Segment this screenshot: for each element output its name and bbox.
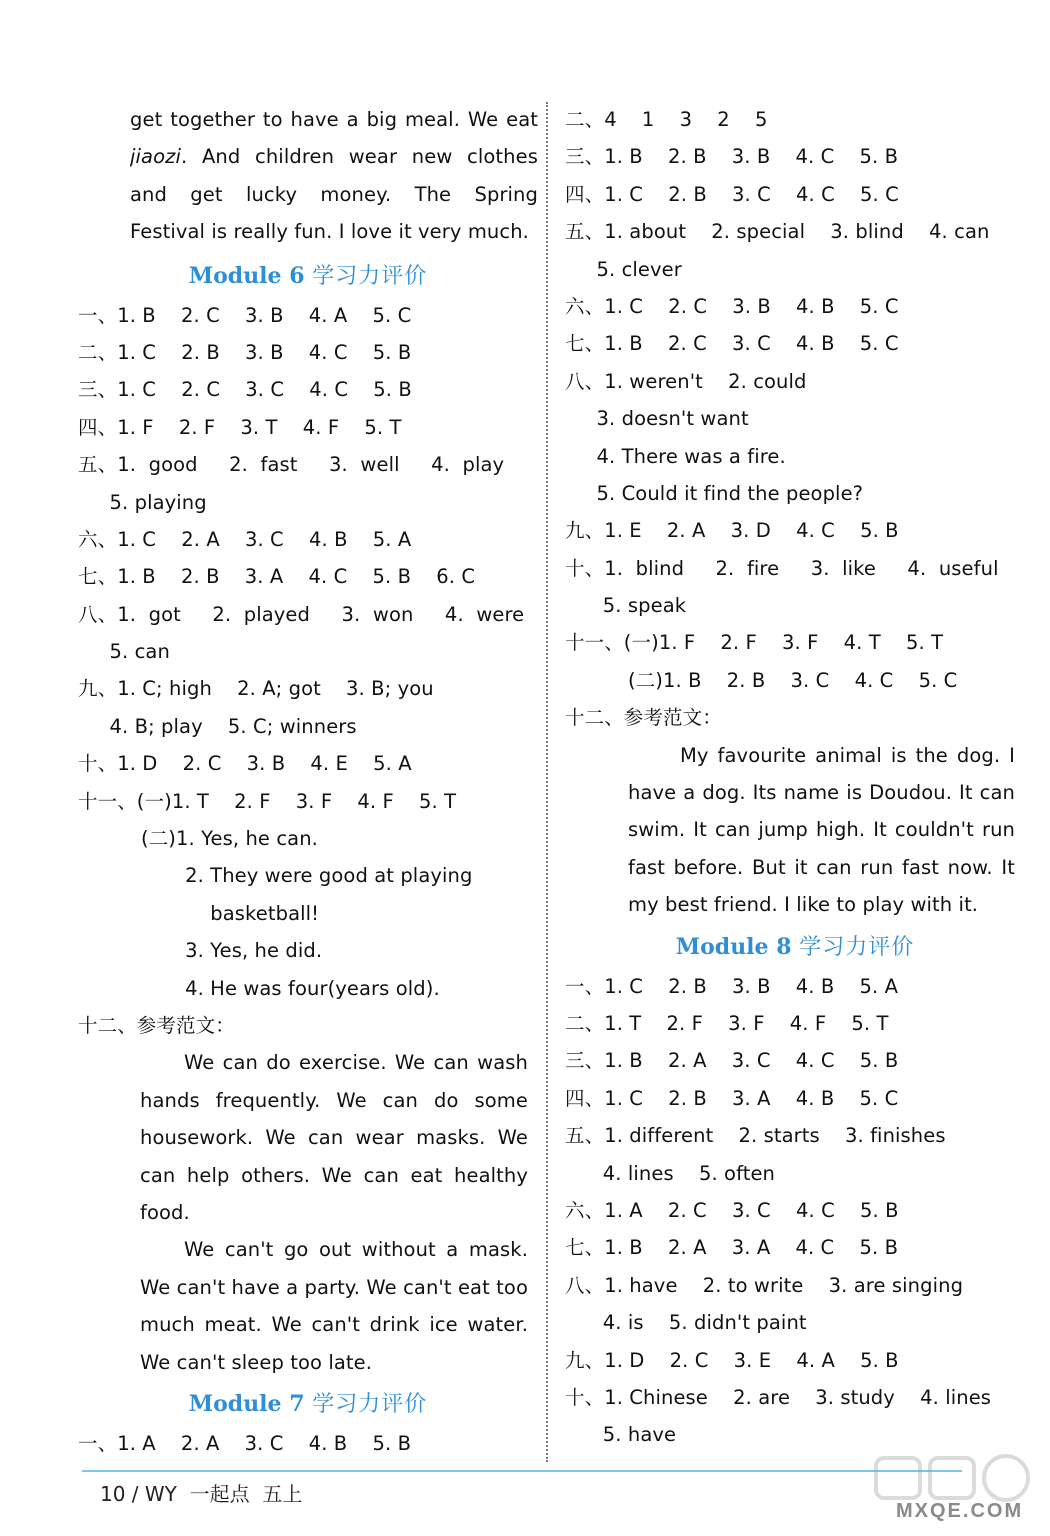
essay-line: get together to have a big meal. We eat bbox=[130, 108, 538, 131]
answer-line: 4. B; play 5. C; winners bbox=[78, 714, 357, 738]
module-7-answers bbox=[565, 101, 1025, 737]
right-column bbox=[565, 101, 1025, 1454]
answer-line: 二、4 1 3 2 5 bbox=[565, 108, 768, 131]
answer-line: 三、1. C 2. C 3. C 4. C 5. B bbox=[78, 378, 412, 402]
answer-line: 八、1. weren't 2. could bbox=[565, 369, 807, 393]
essay-line: We can't sleep too late. bbox=[140, 1350, 373, 1374]
module-7-heading bbox=[78, 1383, 538, 1425]
module-8-heading-en: Module 8 bbox=[675, 933, 792, 960]
answer-line: 五、1. good 2. fast 3. well 4. play bbox=[78, 453, 505, 477]
answer-line: 七、1. B 2. C 3. C 4. B 5. C bbox=[565, 332, 899, 356]
pinyin-word: jiaozi bbox=[130, 145, 181, 169]
answer-line: 三、1. B 2. B 3. B 4. C 5. B bbox=[565, 145, 899, 169]
answer-line: 八、1. got 2. played 3. won 4. were bbox=[78, 602, 525, 626]
answer-line: 九、1. E 2. A 3. D 4. C 5. B bbox=[565, 519, 899, 543]
answer-line: 十、1. D 2. C 3. B 4. E 5. A bbox=[78, 752, 412, 776]
module-6-heading bbox=[78, 255, 538, 297]
answer-line: 二、1. C 2. B 3. B 4. C 5. B bbox=[78, 340, 412, 364]
essay-line: food. bbox=[140, 1200, 190, 1224]
essay-label: 十二、参考范文： bbox=[78, 1013, 235, 1037]
answer-line: 十、1. blind 2. fire 3. like 4. useful bbox=[565, 556, 999, 580]
essay-line: and get lucky money. The Spring bbox=[130, 182, 538, 206]
answer-line: 三、1. B 2. A 3. C 4. C 5. B bbox=[565, 1049, 899, 1073]
answer-line: 2. They were good at playing bbox=[78, 864, 473, 888]
essay-line: We can't go out without a mask. bbox=[184, 1238, 528, 1262]
essay-label: 十二、参考范文： bbox=[565, 706, 722, 730]
essay-line: We can do exercise. We can wash bbox=[184, 1051, 528, 1075]
answer-line: 5. speak bbox=[565, 594, 687, 618]
answer-line: 5. clever bbox=[565, 257, 682, 281]
answer-line: (二)1. B 2. B 3. C 4. C 5. C bbox=[565, 668, 958, 692]
answer-line: 一、1. A 2. A 3. C 4. B 5. B bbox=[78, 1431, 412, 1455]
answer-line: 五、1. about 2. special 3. blind 4. can bbox=[565, 220, 990, 244]
answer-line: 3. Yes, he did. bbox=[78, 939, 323, 963]
answer-line: 5. can bbox=[78, 640, 170, 664]
answer-line: 十、1. Chinese 2. are 3. study 4. lines bbox=[565, 1385, 992, 1409]
answer-line: 5. playing bbox=[78, 490, 207, 514]
answer-line: 四、1. C 2. B 3. C 4. C 5. C bbox=[565, 182, 899, 206]
module-6-answers bbox=[78, 297, 538, 1045]
answer-line: 十一、(一)1. F 2. F 3. F 4. T 5. T bbox=[565, 631, 944, 655]
module-8-heading bbox=[565, 926, 1025, 968]
essay-continuation bbox=[78, 101, 538, 251]
module-7-heading-cn: 学习力评价 bbox=[312, 1391, 428, 1417]
answer-line: 五、1. different 2. starts 3. finishes bbox=[565, 1124, 946, 1148]
page-footer: 10 / WY 一起点 五上 bbox=[100, 1482, 303, 1506]
answer-line: 六、1. C 2. C 3. B 4. B 5. C bbox=[565, 294, 899, 318]
essay-line bbox=[130, 138, 538, 175]
answer-line: 3. doesn't want bbox=[565, 407, 749, 431]
answer-line: 5. Could it find the people? bbox=[565, 481, 864, 505]
essay-line: My favourite animal is the dog. I bbox=[680, 743, 1015, 767]
essay-line: swim. It can jump high. It couldn't run bbox=[628, 818, 1015, 842]
watermark-text: MXQE.COM bbox=[896, 1500, 1024, 1522]
essay-line: Festival is really fun. I love it very much. bbox=[130, 220, 529, 244]
answer-line: 4. is 5. didn't paint bbox=[565, 1311, 807, 1335]
answer-line: 七、1. B 2. B 3. A 4. C 5. B 6. C bbox=[78, 565, 476, 589]
essay-line: have a dog. Its name is Doudou. It can bbox=[628, 781, 1015, 805]
left-column bbox=[78, 101, 538, 1462]
module-6-heading-cn: 学习力评价 bbox=[312, 263, 428, 289]
essay-line: fast before. But it can run fast now. It bbox=[628, 855, 1015, 879]
essay-line: We can't have a party. We can't eat too bbox=[140, 1275, 528, 1299]
module-6-sample-essay bbox=[78, 1044, 528, 1381]
answer-line: 一、1. C 2. B 3. B 4. B 5. A bbox=[565, 974, 899, 998]
answer-line: 二、1. T 2. F 3. F 4. F 5. T bbox=[565, 1011, 889, 1035]
module-7-heading-en: Module 7 bbox=[188, 1390, 305, 1417]
answer-line: 一、1. B 2. C 3. B 4. A 5. C bbox=[78, 303, 412, 327]
essay-line: my best friend. I like to play with it. bbox=[628, 893, 979, 917]
footer-rule bbox=[82, 1470, 962, 1472]
essay-line: can help others. We can eat healthy bbox=[140, 1163, 528, 1187]
answer-line: 六、1. A 2. C 3. C 4. C 5. B bbox=[565, 1198, 899, 1222]
column-divider bbox=[546, 102, 548, 1462]
module-7-sample-essay bbox=[565, 737, 1015, 924]
answer-line: 4. lines 5. often bbox=[565, 1161, 775, 1185]
module-6-heading-en: Module 6 bbox=[188, 262, 305, 289]
answer-line: 四、1. C 2. B 3. A 4. B 5. C bbox=[565, 1086, 899, 1110]
answer-line: 5. have bbox=[565, 1423, 677, 1447]
answer-line: 八、1. have 2. to write 3. are singing bbox=[565, 1273, 964, 1297]
answer-line: 七、1. B 2. A 3. A 4. C 5. B bbox=[565, 1236, 899, 1260]
answer-line: basketball! bbox=[78, 901, 320, 925]
essay-line-text: jiaozi. And children wear new clothes bbox=[130, 145, 538, 169]
answer-line: (二)1. Yes, he can. bbox=[78, 827, 318, 851]
module-8-heading-cn: 学习力评价 bbox=[799, 934, 915, 960]
answer-line: 四、1. F 2. F 3. T 4. F 5. T bbox=[78, 415, 402, 439]
essay-line: housework. We can wear masks. We bbox=[140, 1126, 528, 1150]
module-8-answers bbox=[565, 968, 1025, 1454]
answer-line: 九、1. D 2. C 3. E 4. A 5. B bbox=[565, 1348, 899, 1372]
answer-line: 九、1. C; high 2. A; got 3. B; you bbox=[78, 677, 434, 701]
answer-line: 4. There was a fire. bbox=[565, 444, 786, 468]
essay-line: hands frequently. We can do some bbox=[140, 1088, 528, 1112]
answer-line: 十一、(一)1. T 2. F 3. F 4. F 5. T bbox=[78, 789, 457, 813]
answer-line: 4. He was four(years old). bbox=[78, 976, 440, 1000]
answer-line: 六、1. C 2. A 3. C 4. B 5. A bbox=[78, 527, 412, 551]
essay-line: much meat. We can't drink ice water. bbox=[140, 1313, 528, 1337]
